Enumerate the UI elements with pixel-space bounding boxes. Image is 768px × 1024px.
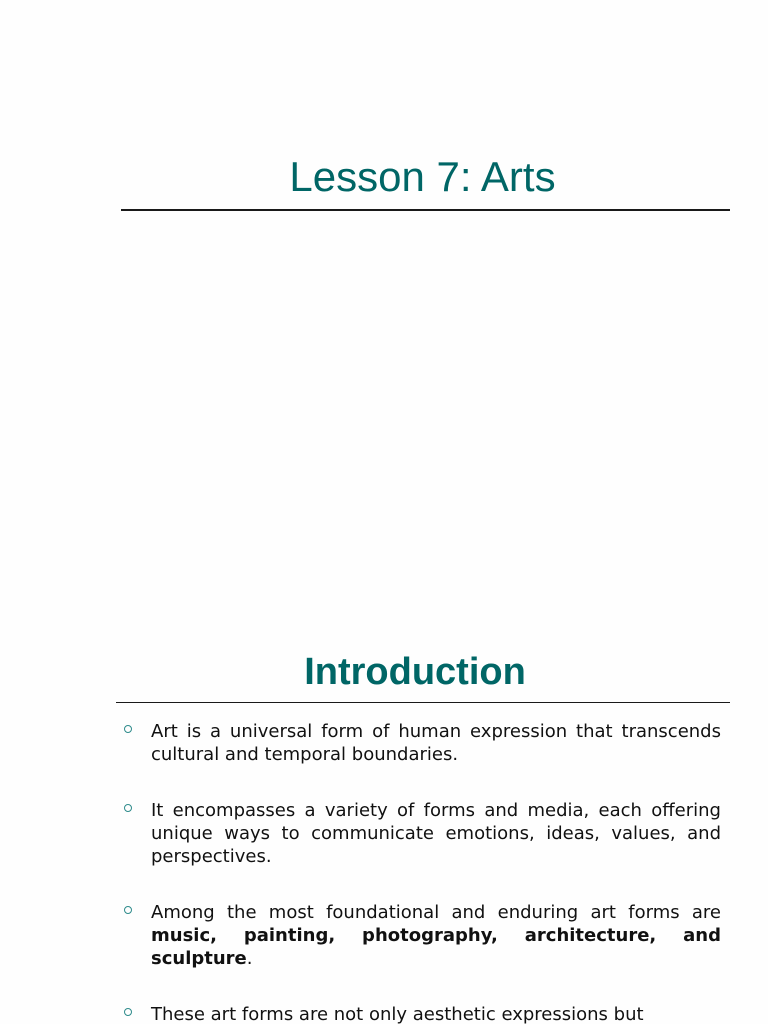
hollow-circle-bullet-icon [124, 725, 132, 733]
title-section [121, 150, 730, 211]
bullet-item-3 [116, 901, 721, 970]
hollow-circle-bullet-icon [124, 906, 132, 914]
title-divider [121, 209, 730, 211]
introduction-bullet-list [116, 720, 721, 1024]
lesson-title: Lesson 7: Arts [289, 153, 556, 200]
bullet-item-2 [116, 799, 721, 868]
bullet-item-4 [116, 1003, 721, 1024]
introduction-section [116, 648, 730, 703]
bullet-text: These art forms are not only aesthetic expressions but [151, 1004, 644, 1024]
bullet-text-before: Among the most foundational and enduring art forms are [151, 902, 721, 923]
bullet-text: It encompasses a variety of forms and media, each offering unique ways to communicate emotions, ideas, values, and perspectives. [151, 800, 721, 867]
introduction-divider [116, 702, 730, 703]
hollow-circle-bullet-icon [124, 804, 132, 812]
bullet-item-1 [116, 720, 721, 766]
introduction-heading: Introduction [304, 651, 526, 693]
bullet-text: Art is a universal form of human expression that transcends cultural and temporal boundaries. [151, 721, 721, 765]
bullet-bold-art-forms: music, painting, photography, architecture, and sculpture [151, 925, 721, 969]
hollow-circle-bullet-icon [124, 1008, 132, 1016]
bullet-text-after: . [246, 948, 253, 969]
